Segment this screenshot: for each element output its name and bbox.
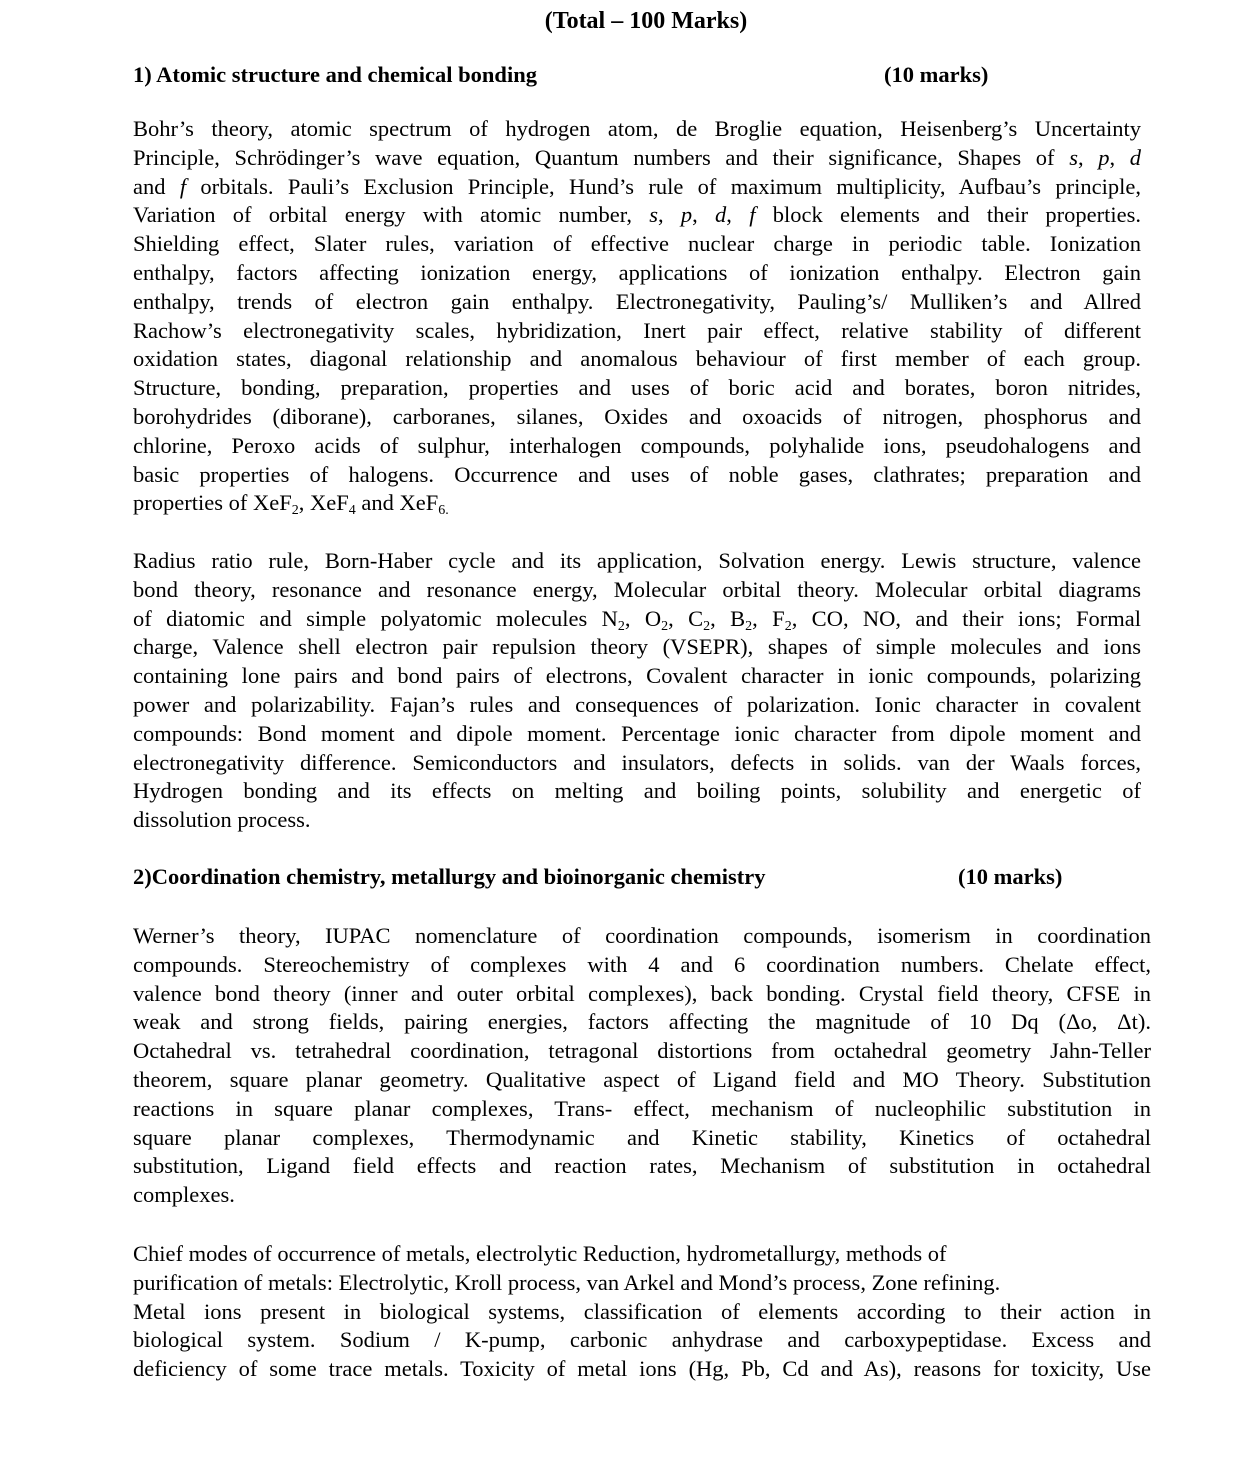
text-line: purification of metals: Electrolytic, Kroll process, van Arkel and Mond’s process, Zone refining. [133, 1269, 1001, 1295]
text-line: Shielding effect, Slater rules, variation of effective nuclear charge in periodic table. Ionization [133, 231, 1141, 257]
text-line: oxidation states, diagonal relationship and anomalous behaviour of first member of each group. [133, 346, 1141, 372]
text-line: Octahedral vs. tetrahedral coordination, tetragonal distortions from octahedral geometry Jahn-Teller [133, 1038, 1151, 1064]
text-line: dissolution process. [133, 807, 311, 833]
section-2-paragraph-2 [133, 1240, 1151, 1384]
text-line: enthalpy, trends of electron gain enthalpy. Electronegativity, Pauling’s/ Mulliken’s and Allred [133, 288, 1141, 314]
text-line: Werner’s theory, IUPAC nomenclature of coordination compounds, isomerism in coordination [133, 923, 1151, 948]
text-line: Variation of orbital energy with atomic number, s, p, d, f block elements and their properties. [133, 202, 1142, 228]
text-line: chlorine, Peroxo acids of sulphur, interhalogen compounds, polyhalide ions, pseudohalogens and [133, 432, 1141, 458]
section-2-heading: 2)Coordination chemistry, metallurgy and bioinorganic chemistry [133, 864, 766, 889]
text-line: containing lone pairs and bond pairs of electrons, Covalent character in ionic compounds, polarizing [133, 663, 1141, 689]
section-1-paragraph-1 [133, 115, 1141, 518]
text-line: Chief modes of occurrence of metals, electrolytic Reduction, hydrometallurgy, methods of [133, 1241, 947, 1266]
text-line: Structure, bonding, preparation, properties and uses of boric acid and borates, boron nitrides, [133, 375, 1141, 401]
section-1-heading: 1) Atomic structure and chemical bonding [133, 62, 537, 87]
text-line: Principle, Schrödinger’s wave equation, Quantum numbers and their significance, Shapes of s, p, d [133, 144, 1142, 170]
text-line: Bohr’s theory, atomic spectrum of hydrogen atom, de Broglie equation, Heisenberg’s Uncertainty [133, 116, 1141, 141]
text-line: power and polarizability. Fajan’s rules and consequences of polarization. Ionic character in covalent [133, 691, 1141, 717]
text-line: and f orbitals. Pauli’s Exclusion Principle, Hund’s rule of maximum multiplicity, Aufbau’s principle, [133, 173, 1141, 199]
text-line: enthalpy, factors affecting ionization energy, applications of ionization enthalpy. Electron gain [133, 259, 1141, 285]
text-line: weak and strong fields, pairing energies, factors affecting the magnitude of 10 Dq (Δo, Δt). [133, 1009, 1151, 1035]
section-2-paragraph-1 [133, 922, 1151, 1210]
text-line: theorem, square planar geometry. Qualitative aspect of Ligand field and MO Theory. Substitution [133, 1066, 1151, 1092]
text-line: compounds: Bond moment and dipole moment. Percentage ionic character from dipole moment and [133, 720, 1141, 746]
text-line: complexes. [133, 1182, 235, 1208]
text-line: substitution, Ligand field effects and reaction rates, Mechanism of substitution in octahedral [133, 1153, 1151, 1179]
text-line: square planar complexes, Thermodynamic and Kinetic stability, Kinetics of octahedral [133, 1124, 1151, 1150]
section-1-marks: (10 marks) [884, 62, 989, 87]
text-line: properties of XeF$_2$, XeF$_4$ and XeF$_{6.}$ [133, 490, 449, 519]
page-title: (Total – 100 Marks) [544, 8, 748, 34]
text-line: reactions in square planar complexes, Trans- effect, mechanism of nucleophilic substitution in [133, 1095, 1151, 1121]
text-line: biological system. Sodium / K-pump, carbonic anhydrase and carboxypeptidase. Excess and [133, 1327, 1151, 1353]
text-line: of diatomic and simple polyatomic molecules $N_2$, $O_2$, $C_2$, $B_2$, $F_2$, CO, NO, and their ions; Formal [133, 605, 1142, 634]
text-line: bond theory, resonance and resonance energy, Molecular orbital theory. Molecular orbital diagrams [133, 576, 1141, 602]
text-line: deficiency of some trace metals. Toxicity of metal ions (Hg, Pb, Cd and As), reasons for toxicity, Use [133, 1356, 1151, 1382]
section-2-marks: (10 marks) [958, 864, 1063, 889]
text-line: compounds. Stereochemistry of complexes with 4 and 6 coordination numbers. Chelate effect, [133, 951, 1151, 977]
text-line: valence bond theory (inner and outer orbital complexes), back bonding. Crystal field theory, CFSE in [133, 980, 1151, 1006]
text-line: Radius ratio rule, Born-Haber cycle and its application, Solvation energy. Lewis structure, valence [133, 548, 1141, 573]
text-line: Hydrogen bonding and its effects on melting and boiling points, solubility and energetic of [133, 778, 1141, 804]
text-line: basic properties of halogens. Occurrence and uses of noble gases, clathrates; preparation and [133, 461, 1141, 487]
text-line: Metal ions present in biological systems, classification of elements according to their action in [133, 1298, 1151, 1324]
section-1-paragraph-2 [133, 547, 1141, 835]
text-line: Rachow’s electronegativity scales, hybridization, Inert pair effect, relative stability of different [133, 317, 1141, 343]
text-line: charge, Valence shell electron pair repulsion theory (VSEPR), shapes of simple molecules and ions [133, 634, 1141, 660]
text-line: borohydrides (diborane), carboranes, silanes, Oxides and oxoacids of nitrogen, phosphorus and [133, 403, 1141, 429]
text-line: electronegativity difference. Semiconductors and insulators, defects in solids. van der Waals forces, [133, 749, 1141, 775]
